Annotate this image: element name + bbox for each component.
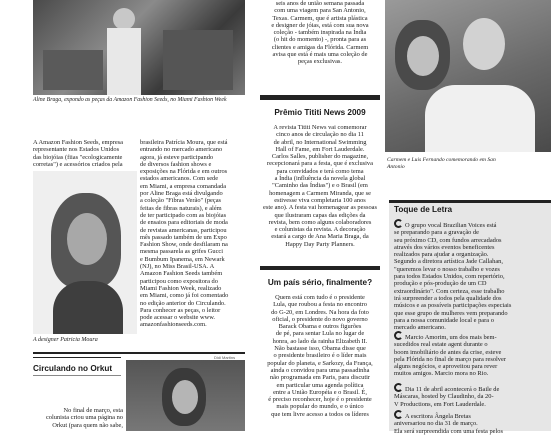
marcio-text	[394, 331, 548, 378]
text-line: A escritora Ângela Bretas	[394, 410, 548, 420]
text-line: mês passado também de um Expo	[140, 233, 227, 241]
text-line: Segundo a diretora artística Jade Callahan,	[394, 258, 503, 266]
text-line: No final de março, esta	[63, 407, 123, 414]
text-line: músicos e as possíveis participações especiais	[394, 302, 512, 310]
carmem-text	[260, 0, 380, 66]
text-line: boom imobiliário de antes da crise, esteve	[394, 348, 502, 356]
text-line: "Caminho das Índias") e o Brasil (em	[272, 182, 368, 190]
text-line: de revistas americanas, participou	[140, 226, 227, 234]
text-line: mais popular do mundo, e o único	[276, 403, 364, 411]
text-line: Hall of Fame, em Fort Lauderdale.	[275, 145, 365, 153]
text-line: participou como expositora do	[140, 277, 218, 285]
text-line: (o hit do momento) -, pronta para as	[273, 36, 367, 44]
text-line: sucedidos real estate agent durante o	[394, 341, 488, 349]
orkut-text	[33, 407, 123, 429]
text-line: de ter participado com as biojóias	[140, 211, 227, 219]
text-line: e designer de jóias, está com sua nova	[271, 21, 369, 29]
text-line: peças exclusivas.	[297, 58, 342, 66]
text-line: de pé, para sentar Lula no lugar de	[275, 330, 365, 338]
text-line: mercado americano.	[394, 324, 446, 332]
text-line: Texas. Carmem, que é artista plástica	[272, 14, 368, 22]
pais-text	[260, 294, 380, 418]
text-line: Happy Day Party Planners.	[285, 240, 355, 248]
text-line: popular do planeta, e Sarkozy, da França,	[267, 359, 373, 367]
premio-rule	[260, 95, 380, 100]
photo-credit: Didi Martins	[214, 355, 236, 360]
text-line: Lula, que roubou a festa no encontro	[273, 301, 367, 309]
text-line: pode acessar o website www.	[140, 314, 216, 322]
text-line: cinco anos de circulação no dia 11	[276, 131, 364, 139]
text-line: clientes e amigas da Flórida. Carmem	[271, 43, 369, 51]
text-line: e colunistas da revista. A decoração	[274, 226, 366, 234]
col2-text	[140, 139, 245, 329]
carmem-luis-photo	[385, 0, 551, 152]
orkut-rule	[33, 357, 121, 358]
text-line: seis anos de união semana passada	[275, 0, 365, 7]
text-line: Máscaras, hosted by Claudinho, da 20-	[394, 393, 494, 401]
orkut-title-rule	[33, 375, 121, 376]
text-line: A Amazon Fashion Seeds, empresa	[33, 139, 123, 146]
text-line: Não bastasse isso, Obama disse que	[274, 345, 366, 353]
text-line: se preparando para a gravação de	[394, 229, 479, 237]
text-line: seu próximo CD, com fundos arrecadados	[394, 236, 502, 244]
text-line: com uma viagem para San Antonio,	[274, 7, 366, 15]
text-line: o presidente brasileiro é o líder mais	[273, 352, 367, 360]
patricia-moura-photo	[33, 171, 137, 334]
text-line: não programada em Paris, para discutir	[269, 374, 371, 382]
toque-text	[394, 219, 548, 331]
text-line: muitos amigos. Marcio mora no Rio.	[394, 370, 489, 378]
text-line: pela Flórida no final de março para resolver	[394, 355, 506, 363]
text-line: Miami Fashion Week, realizado	[140, 284, 222, 292]
text-line: Para conhecer as peças, o leitor	[140, 306, 221, 314]
col1-text	[33, 139, 136, 168]
column-logo-icon	[394, 219, 403, 228]
text-line: é preciso reconhecer, hoje é o presidente	[268, 396, 372, 404]
text-line: O grupo vocal Brazilian Voices está	[394, 219, 548, 229]
text-line: Marcio Amorim, um dos mais bem-	[394, 331, 548, 341]
text-line: brasileira Patrícia Moura, que está	[140, 139, 228, 146]
text-line: recepcionará para a festa, que é exclusiva	[267, 160, 373, 168]
text-line: de abril, no International Swimming	[273, 138, 367, 146]
toque-title: Toque de Letra	[394, 205, 453, 214]
orkut-title: Circulando no Orkut	[33, 364, 113, 373]
text-line: estados americanos. Com sede	[140, 175, 219, 183]
text-line: em Miami, como já foi comentado	[140, 292, 229, 300]
text-line: feitas de fibras naturais), e além	[140, 204, 222, 212]
text-line: oficial, o presidente do novo governo	[272, 315, 368, 323]
text-line: irá surpreender a todos pela qualidade dos	[394, 294, 502, 302]
text-line: ainda o convidou para uma passadinha	[270, 366, 370, 374]
text-line: Carlos Salles, publisher do magazine,	[271, 153, 369, 161]
text-line: por Aline Braga está divulgando	[140, 190, 223, 198]
text-line: revista, bem como alguns colaboradores	[268, 218, 372, 226]
text-line: entre a União Européia e o Brasil. É,	[273, 388, 367, 396]
text-line: entrando no mercado americano	[140, 146, 223, 154]
text-line: em Miami, a empresa comandada	[140, 182, 227, 190]
text-line: honra, ao lado da rainha Elizabeth II.	[272, 337, 368, 345]
text-line: amazonfashionseeds.com.	[140, 321, 207, 329]
text-line: representante nos Estados Unidos	[33, 146, 120, 154]
text-line: V Productions, em Fort Lauderdale.	[394, 400, 486, 408]
text-line: Orkut (para quem não sabe,	[52, 421, 123, 429]
text-line: Ela será surpreendida com uma festa pelos	[394, 427, 503, 435]
text-line: A revista Tititi News vai comemorar	[273, 124, 367, 131]
text-line: a Índia (influência da novela global	[274, 175, 366, 183]
text-line: realizados para ajudar a organização.	[394, 251, 489, 259]
text-line: no edição anterior do Circulando.	[140, 299, 226, 307]
text-line: do G-20, em Londres. Na hora da foto	[271, 308, 369, 316]
column-logo-icon	[394, 383, 403, 392]
text-line: Amazon Fashion Seeds também	[140, 270, 223, 278]
columnist-photo	[126, 360, 245, 431]
text-line: de ensaios para editoriais de moda	[140, 219, 228, 227]
text-line: em particular uma agenda política	[276, 381, 364, 389]
text-line: "queremos levar o nosso trabalho e vozes	[394, 265, 500, 273]
column-logo-icon	[394, 410, 403, 419]
text-line: através dos vários eventos beneficentes	[394, 243, 495, 251]
text-line: Fashion Show, onde desfilaram na	[140, 241, 228, 249]
text-line: este ano). A festa vai homenagear as pessoas	[263, 204, 377, 212]
text-line: e Bumbum Ipanema, em Newark	[140, 255, 225, 263]
text-line: (NJ), no Miss Brasil-USA. A	[140, 263, 215, 271]
text-line: corretas") e acessórios criados pela	[33, 160, 123, 168]
text-line: avisa que está é mais uma coleção de	[272, 51, 368, 59]
text-line: que tem livre acesso a todos os líderes	[271, 410, 369, 418]
text-line: que esse grupo de mulheres vem preparando	[394, 309, 508, 317]
text-line: coleção - também inspirada na Índia	[273, 29, 367, 37]
text-line: Quem está com tudo é o presidente	[275, 294, 365, 301]
text-line: colunista criou uma página no	[45, 414, 123, 422]
aline-braga-photo	[33, 0, 245, 95]
photo3-caption	[387, 157, 551, 171]
text-line: para a nossa comunidade local e para o	[394, 316, 494, 324]
text-line: estivesse viva completaria 100 anos	[274, 196, 366, 204]
text-line: aniversariou no dia 31 de março.	[394, 420, 478, 428]
premio-text	[260, 124, 380, 248]
text-line: para convidados e terá como tema	[276, 167, 364, 175]
caption-line: Carmem e Luis Fernando comemorando em San	[387, 157, 496, 163]
text-line: estará a cargo de Ana Maria Braga, da	[271, 233, 369, 241]
text-line: homenagem a Carmem Miranda, que se	[269, 189, 371, 197]
text-line: de diversos fashion shows e	[140, 160, 212, 168]
column-divider	[33, 352, 245, 354]
text-line: a coleção "Fibras Verão" (peças	[140, 197, 222, 205]
photo1-caption: Aline Braga, expondo as peças da Amazon Fashion Seeds, no Miami Fashion Week	[33, 97, 227, 103]
pais-rule	[260, 266, 380, 270]
text-line: exposições na Flórida e em outros	[140, 168, 228, 176]
text-line: alguns negócios, e aproveitou para rever	[394, 363, 498, 371]
angela-text	[394, 410, 548, 435]
photo2-caption: A designer Patricia Moura	[33, 337, 98, 343]
text-line: extraordinário". Com certeza, esse trabalho	[394, 287, 505, 295]
text-line: Barack Obama e outros figurões	[278, 323, 362, 331]
column-logo-icon	[394, 331, 403, 340]
text-line: mesma passarela as grifes Gucci	[140, 248, 224, 256]
text-line: agora, já esteve participando	[140, 153, 214, 161]
text-line: para todos Estados Unidos, com repertório,	[394, 273, 505, 281]
text-line: produção e pós-produção de um CD	[394, 280, 487, 288]
pais-title: Um país sério, finalmente?	[267, 278, 373, 287]
dia11-text	[394, 383, 548, 408]
caption-line: Antonio	[387, 164, 405, 170]
premio-title: Prêmio Tititi News 2009	[274, 108, 366, 117]
text-line: que ilustraram capas das edições da	[274, 211, 366, 219]
text-line: das biojóias (fiias "ecologicamente	[33, 153, 123, 161]
toque-rule	[389, 200, 551, 203]
text-line: Dia 11 de abril acontecerá o Baile de	[394, 383, 548, 393]
